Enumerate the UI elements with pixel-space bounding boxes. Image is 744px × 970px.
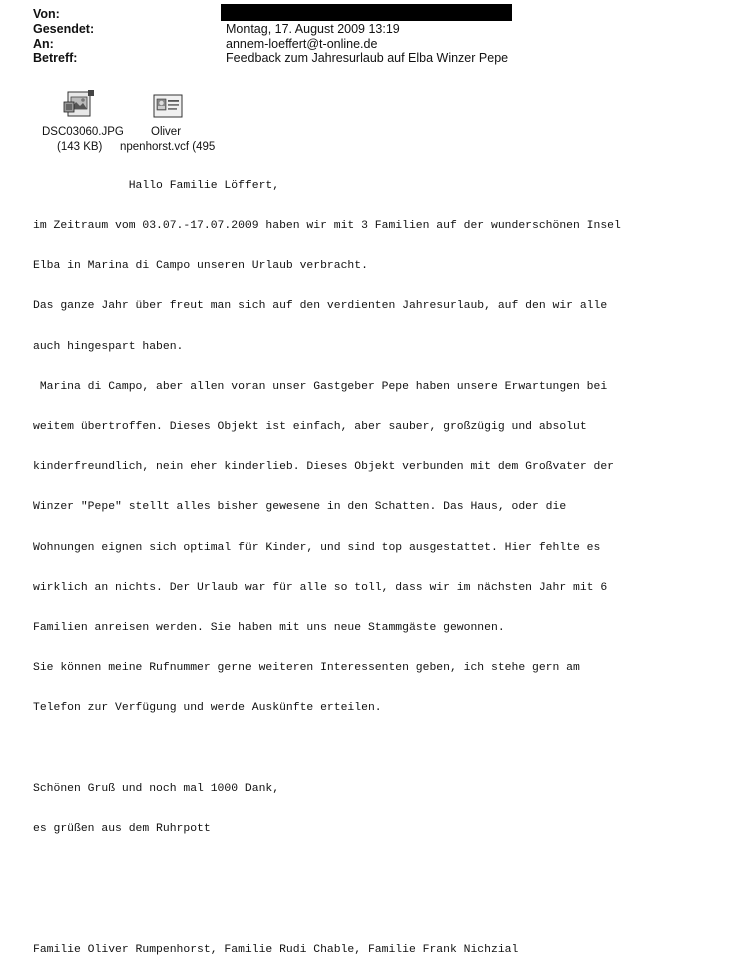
- attachment-jpg-size: (143 KB): [57, 141, 103, 153]
- body-line: auch hingespart haben.: [33, 340, 184, 353]
- sent-value: Montag, 17. August 2009 13:19: [226, 22, 400, 36]
- body-line: [33, 863, 733, 876]
- body-line: weitem übertroffen. Dieses Objekt ist einfach, aber sauber, großzügig und absolut: [33, 421, 587, 434]
- attachment-vcf[interactable]: [120, 88, 220, 154]
- body-line: kinderfreundlich, nein eher kinderlieb. Dieses Objekt verbunden mit dem Großvater der: [33, 461, 615, 474]
- to-value[interactable]: annem-loeffert@t-online.de: [226, 37, 378, 51]
- subject-label: Betreff:: [33, 51, 78, 65]
- body-line: Elba in Marina di Campo unseren Urlaub verbracht.: [33, 260, 368, 273]
- body-line: Sie können meine Rufnummer gerne weiteren Interessenten geben, ich stehe gern am: [33, 662, 580, 675]
- body-line: Familien anreisen werden. Sie haben mit uns neue Stammgäste gewonnen.: [33, 622, 505, 635]
- body-line: Telefon zur Verfügung und werde Auskünfte erteilen.: [33, 702, 382, 715]
- body-line: Hallo Familie Löffert,: [33, 179, 280, 192]
- body-line: Winzer "Pepe" stellt alles bisher gewesene in den Schatten. Das Haus, oder die: [33, 501, 567, 514]
- redacted-sender: [221, 4, 512, 21]
- body-line: Marina di Campo, aber allen voran unser Gastgeber Pepe haben unsere Erwartungen bei: [33, 380, 608, 393]
- to-label: An:: [33, 37, 54, 51]
- email-body: [33, 153, 733, 970]
- body-line: Schönen Gruß und noch mal 1000 Dank,: [33, 782, 280, 795]
- body-line: Das ganze Jahr über freut man sich auf den verdienten Jahresurlaub, auf den wir alle: [33, 300, 608, 313]
- sent-label: Gesendet:: [33, 22, 95, 36]
- subject-value: Feedback zum Jahresurlaub auf Elba Winzer Pepe: [226, 51, 509, 65]
- body-line: Wohnungen eignen sich optimal für Kinder, und sind top ausgestattet. Hier fehlte es: [33, 541, 601, 554]
- attachment-jpg-name: DSC03060.JPG: [42, 126, 124, 138]
- attachment-jpg[interactable]: [40, 88, 124, 154]
- attachment-vcf-filename: npenhorst.vcf (495: [120, 141, 216, 153]
- body-line: im Zeitraum vom 03.07.-17.07.2009 haben wir mit 3 Familien auf der wunderschönen Insel: [33, 220, 621, 233]
- body-line: wirklich an nichts. Der Urlaub war für alle so toll, dass wir im nächsten Jahr mit 6: [33, 581, 608, 594]
- attachment-vcf-name: Oliver: [151, 126, 182, 138]
- signature-line: Familie Oliver Rumpenhorst, Familie Rudi Chable, Familie Frank Nichzial: [33, 943, 519, 956]
- from-label: Von:: [33, 7, 60, 21]
- body-line: [33, 903, 733, 916]
- body-line: [33, 743, 733, 756]
- vcard-file-icon: [153, 93, 183, 122]
- body-line: es grüßen aus dem Ruhrpott: [33, 823, 211, 836]
- image-file-icon: [62, 88, 96, 123]
